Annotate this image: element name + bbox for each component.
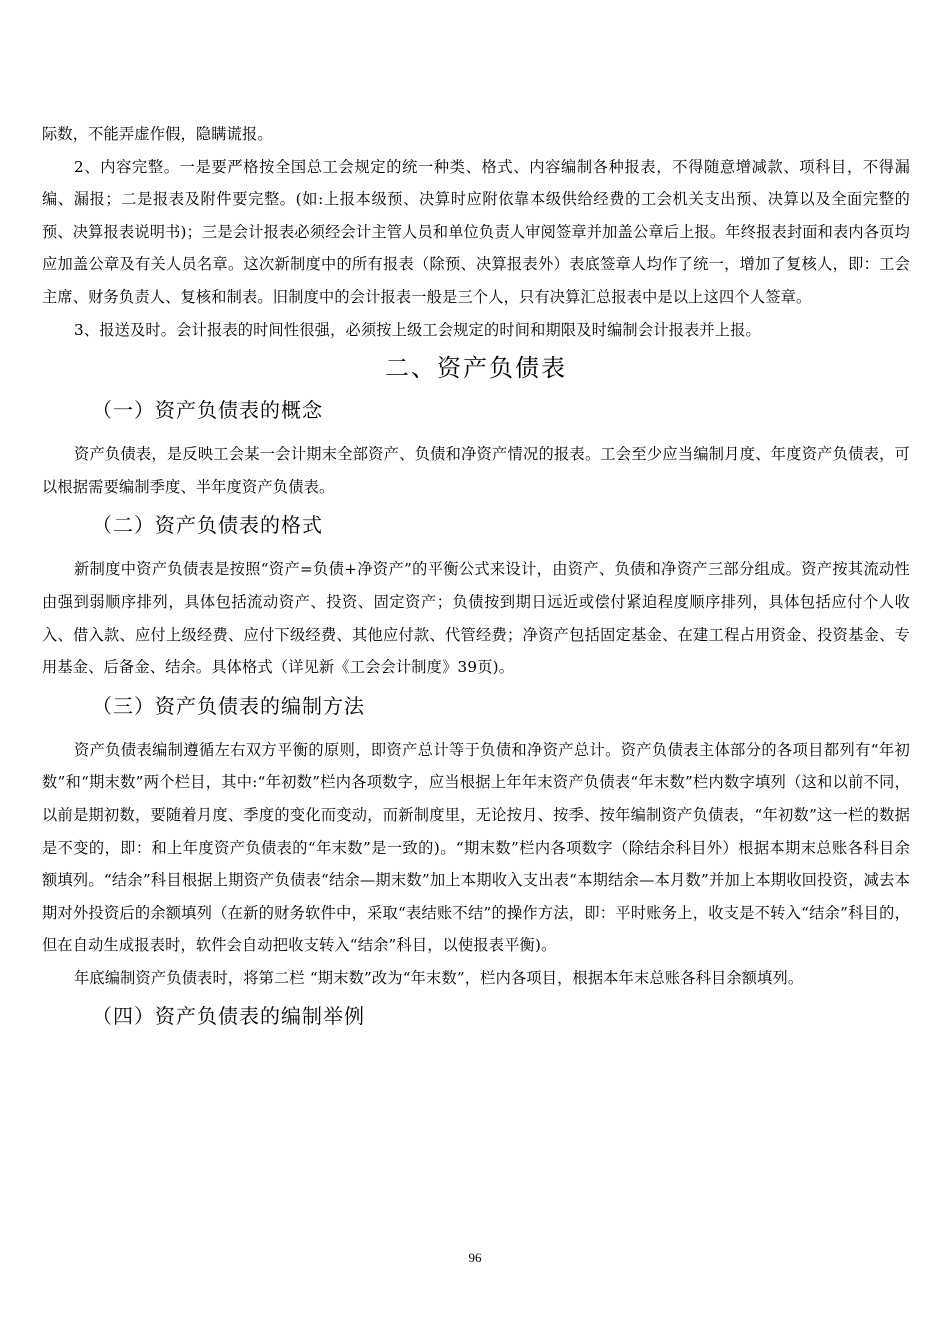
paragraph-content-complete: 2、内容完整。一是要严格按全国总工会规定的统一种类、格式、内容编制各种报表，不得随意增减款、项科目，不得漏编、漏报；二是报表及附件要完整。(如:上报本级预、决算时应附依靠本级供给经费的工会机关支出预、决算以及全面完整的预、决算报表说明书)；三是会计报表必须经会计主管人员和单位负责人审阅签章并加盖公章后上报。年终报表封面和表内各页均应加盖公章及有关人员名章。这次新制度中的所有报表（除预、决算报表外）表底签章人均作了统一，增加了复核人，即：工会主席、财务负责人、复核和制表。旧制度中的会计报表一般是三个人，只有决算汇总报表中是以上这四个人签章。	[42, 157, 910, 306]
paragraph-format: 新制度中资产负债表是按照“资产=负债+净资产”的平衡公式来设计，由资产、负债和净资产三部分组成。资产按其流动性由强到弱顺序排列，具体包括流动资产、投资、固定资产；负债按到期日远近或偿付紧迫程度顺序排列，具体包括应付个人收入、借入款、应付上级经费、应付下级经费、其他应付款、代管经费；净资产包括固定基金、在建工程占用资金、投资基金、专用基金、后备金、结余。具体格式（详见新《工会会计制度》39页)。	[42, 560, 910, 677]
subheading-example: （四）资产负债表的编制举例	[92, 1004, 365, 1029]
paragraph-concept: 资产负债表，是反映工会某一会计期末全部资产、负债和净资产情况的报表。工会至少应当编制月度、年度资产负债表，可以根据需要编制季度、半年度资产负债表。	[42, 445, 910, 496]
paragraph-continued: 际数，不能弄虚作假，隐瞒谎报。	[42, 125, 273, 143]
subheading-method: （三）资产负债表的编制方法	[92, 693, 365, 718]
section-title: 二、资产负债表	[385, 354, 567, 383]
page-body	[42, 118, 910, 1044]
subheading-format: （二）资产负债表的格式	[92, 513, 323, 538]
page-number: 96	[468, 1250, 482, 1265]
subheading-concept: （一）资产负债表的概念	[92, 398, 323, 423]
paragraph-year-end: 年底编制资产负债表时，将第二栏 “期末数”改为“年末数”，栏内各项目，根据本年末总账各科目余额填列。	[74, 968, 804, 987]
paragraph-method: 资产负债表编制遵循左右双方平衡的原则，即资产总计等于负债和净资产总计。资产负债表主体部分的各项目都列有“年初数”和“期末数”两个栏目，其中:“年初数”栏内各项数字，应当根据上年年末资产负债表“年末数”栏内数字填列（这和以前不同，以前是期初数，要随着月度、季度的变化而变动，而新制度里，无论按月、按季、按年编制资产负债表，“年初数”这一栏的数据是不变的，即：和上年度资产负债表的“年末数”是一致的)。“期末数”栏内各项数字（除结余科目外）根据本期末总账各科目余额填列。“结余”科目根据上期资产负债表“结余—期末数”加上本期收入支出表“本期结余—本月数”并加上本期收回投资，减去本期对外投资后的余额填列（在新的财务软件中，采取“表结账不结”的操作方法，即：平时账务上，收支是不转入“结余”科目的，但在自动生成报表时，软件会自动把收支转入“结余”科目，以使报表平衡)。	[42, 740, 910, 955]
paragraph-timely-submission: 3、报送及时。会计报表的时间性很强，必须按上级工会规定的时间和期限及时编制会计报表并上报。	[74, 320, 761, 339]
